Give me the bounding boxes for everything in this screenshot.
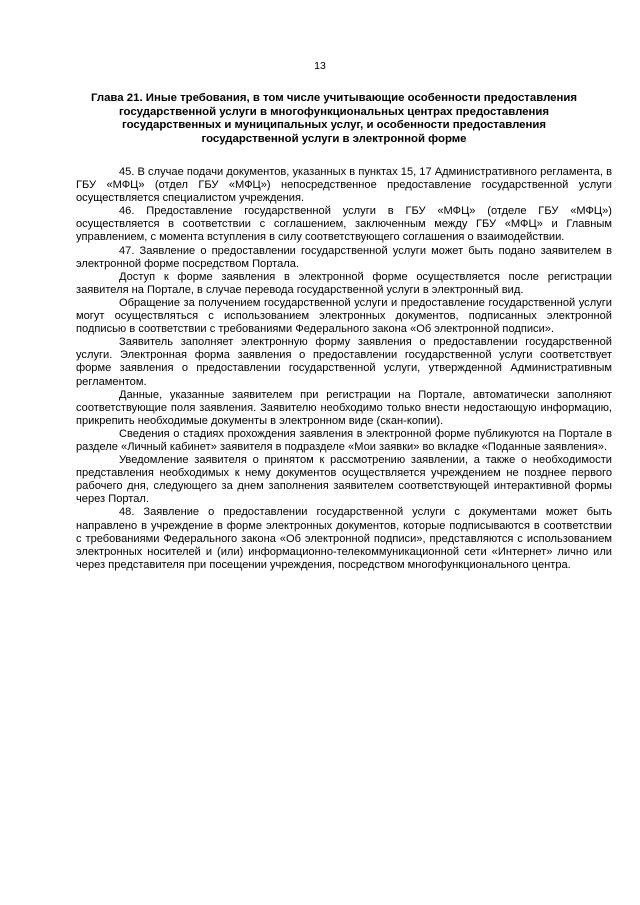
document-body [76,166,612,572]
chapter-title: Глава 21. Иные требования, в том числе учитывающие особенности предоставления государственной услуги в многофункциональных центрах предоставления государственных и муниципальных услуг, и особенности предоставления государственной услуги в электронной форме [90,92,578,145]
paragraph-registration-data: Данные, указанные заявителем при регистрации на Портале, автоматически заполняют соответствующие поля заявления. Заявителю необходимо только внести недостающую информацию, прикрепить необходимые документы в электронном виде (скан-копии). [76,388,612,427]
paragraph-form-filling: Заявитель заполняет электронную форму заявления о предоставлении государственной услуги. Электронная форма заявления о предоставлении государственной услуги соответствует форме заявления о предоставлении государственной услуги, утвержденной Административным регламентом. [76,336,612,388]
paragraph-application-status: Сведения о стадиях прохождения заявления в электронной форме публикуются на Портале в разделе «Личный кабинет» заявителя в подразделе «Мои заявки» во вкладке «Поданные заявления». [76,427,612,453]
paragraph-46: 46. Предоставление государственной услуги в ГБУ «МФЦ» (отделе ГБУ «МФЦ») осуществляется в соответствии с соглашением, заключенным между ГБУ «МФЦ» и Главным управлением, с момента вступления в силу соответствующего соглашения о взаимодействии. [76,205,612,244]
paragraph-portal-access: Доступ к форме заявления в электронной форме осуществляется после регистрации заявителя на Портале, в случае перевода государственной услуги в электронный вид. [76,270,612,296]
paragraph-electronic-documents: Обращение за получением государственной услуги и предоставление государственной услуги могут осуществляться с использованием электронных документов, подписанных электронной подписью в соответствии с требованиями Федерального закона «Об электронной подписи». [76,296,612,336]
paragraph-48: 48. Заявление о предоставлении государственной услуги с документами может быть направлено в учреждение в форме электронных документов, которые подписываются в соответствии с требованиями Федерального закона «Об электронной подписи», представляются с использованием электронных носителей и (или) информационно-телекоммуникационной сети «Интернет» лично или через представителя при посещении учреждения, посредством многофункционального центра. [76,506,612,571]
paragraph-notification: Уведомление заявителя о принятом к рассмотрению заявлении, а также о необходимости представления необходимых к нему документов осуществляется учреждением не позднее первого рабочего дня, следующего за днем заполнения заявителем соответствующей интерактивной формы через Портал. [76,454,612,506]
page-number: 13 [314,60,326,72]
paragraph-45: 45. В случае подачи документов, указанных в пунктах 15, 17 Административного регламента, в ГБУ «МФЦ» (отдел ГБУ «МФЦ») непосредственное предоставление государственной услуги осуществляется специалистом учреждения. [76,166,612,205]
paragraph-47: 47. Заявление о предоставлении государственной услуги может быть подано заявителем в электронной форме посредством Портала. [76,244,612,270]
